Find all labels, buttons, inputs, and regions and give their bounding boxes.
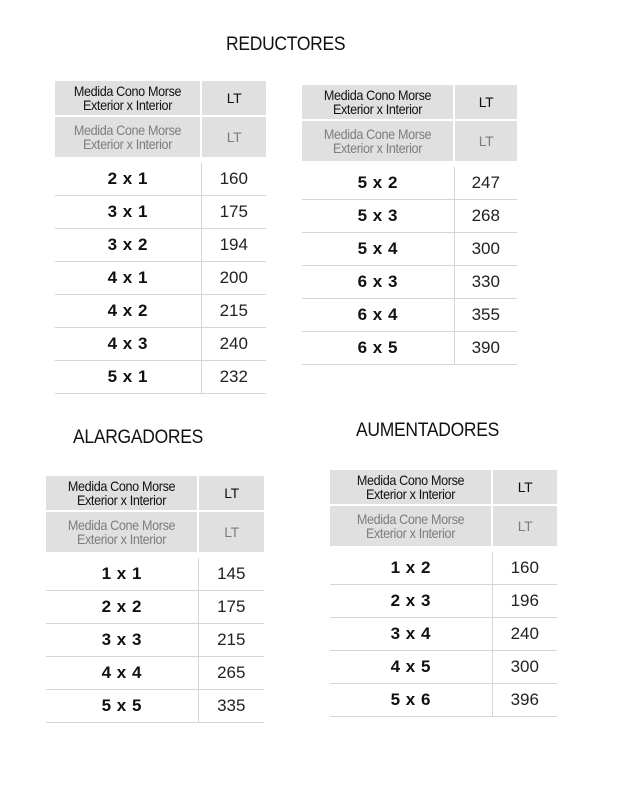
table-row	[302, 200, 517, 233]
table-row	[302, 164, 517, 200]
size-cell: 3 x 3	[46, 624, 198, 657]
table-row	[55, 361, 266, 394]
section-title-aumentadores: AUMENTADORES	[356, 420, 500, 441]
lt-cell: 194	[201, 229, 266, 262]
table-row	[55, 160, 266, 196]
lt-cell: 247	[454, 164, 517, 200]
size-cell: 3 x 1	[55, 196, 201, 229]
header-lt: LT	[492, 470, 557, 505]
lt-cell: 300	[454, 233, 517, 266]
lt-cell: 160	[492, 549, 557, 585]
reductores-table-1	[55, 81, 266, 394]
lt-cell: 268	[454, 200, 517, 233]
header-measure-secondary: Medida Cone Morse Exterior x Interior	[46, 511, 198, 555]
size-cell: 5 x 2	[302, 164, 454, 200]
table-row	[330, 549, 557, 585]
alargadores-table	[46, 476, 264, 723]
header-lt-secondary: LT	[492, 505, 557, 549]
size-cell: 4 x 2	[55, 295, 201, 328]
table-row	[46, 690, 264, 723]
table-row	[55, 262, 266, 295]
lt-cell: 330	[454, 266, 517, 299]
size-cell: 6 x 5	[302, 332, 454, 365]
size-cell: 2 x 1	[55, 160, 201, 196]
table-row	[330, 684, 557, 717]
size-cell: 2 x 2	[46, 591, 198, 624]
header-measure-secondary: Medida Cone Morse Exterior x Interior	[55, 116, 201, 160]
lt-cell: 240	[492, 618, 557, 651]
table-row	[55, 196, 266, 229]
size-cell: 4 x 3	[55, 328, 201, 361]
header-lt: LT	[201, 81, 266, 116]
size-cell: 4 x 5	[330, 651, 492, 684]
lt-cell: 240	[201, 328, 266, 361]
size-cell: 6 x 4	[302, 299, 454, 332]
header-measure: Medida Cono Morse Exterior x Interior	[330, 470, 492, 505]
lt-cell: 232	[201, 361, 266, 394]
size-cell: 1 x 1	[46, 555, 198, 591]
size-cell: 4 x 1	[55, 262, 201, 295]
table-row	[46, 657, 264, 690]
table-row	[46, 555, 264, 591]
size-cell: 2 x 3	[330, 585, 492, 618]
size-cell: 4 x 4	[46, 657, 198, 690]
table-row	[55, 229, 266, 262]
lt-cell: 215	[198, 624, 264, 657]
lt-cell: 175	[198, 591, 264, 624]
size-cell: 6 x 3	[302, 266, 454, 299]
lt-cell: 196	[492, 585, 557, 618]
size-cell: 3 x 4	[330, 618, 492, 651]
header-lt: LT	[198, 476, 264, 511]
table-row	[330, 618, 557, 651]
table-row	[302, 299, 517, 332]
aumentadores-table	[330, 470, 557, 717]
section-title-alargadores: ALARGADORES	[73, 427, 204, 448]
table-row	[46, 591, 264, 624]
size-cell: 5 x 1	[55, 361, 201, 394]
lt-cell: 396	[492, 684, 557, 717]
table-row	[55, 295, 266, 328]
lt-cell: 145	[198, 555, 264, 591]
size-cell: 5 x 5	[46, 690, 198, 723]
header-lt-secondary: LT	[201, 116, 266, 160]
header-lt: LT	[454, 85, 517, 120]
table-row	[302, 233, 517, 266]
header-measure: Medida Cono Morse Exterior x Interior	[302, 85, 454, 120]
lt-cell: 300	[492, 651, 557, 684]
table-row	[330, 651, 557, 684]
lt-cell: 265	[198, 657, 264, 690]
lt-cell: 160	[201, 160, 266, 196]
table-row	[302, 332, 517, 365]
table-row	[302, 266, 517, 299]
table-row	[330, 585, 557, 618]
header-measure-secondary: Medida Cone Morse Exterior x Interior	[302, 120, 454, 164]
header-measure: Medida Cono Morse Exterior x Interior	[55, 81, 201, 116]
header-lt-secondary: LT	[454, 120, 517, 164]
table-row	[46, 624, 264, 657]
header-measure: Medida Cono Morse Exterior x Interior	[46, 476, 198, 511]
header-lt-secondary: LT	[198, 511, 264, 555]
lt-cell: 355	[454, 299, 517, 332]
size-cell: 5 x 6	[330, 684, 492, 717]
section-title-reductores: REDUCTORES	[226, 34, 346, 55]
lt-cell: 390	[454, 332, 517, 365]
header-measure-secondary: Medida Cone Morse Exterior x Interior	[330, 505, 492, 549]
lt-cell: 335	[198, 690, 264, 723]
reductores-table-2	[302, 85, 517, 365]
size-cell: 5 x 3	[302, 200, 454, 233]
size-cell: 1 x 2	[330, 549, 492, 585]
lt-cell: 175	[201, 196, 266, 229]
lt-cell: 215	[201, 295, 266, 328]
size-cell: 5 x 4	[302, 233, 454, 266]
table-row	[55, 328, 266, 361]
size-cell: 3 x 2	[55, 229, 201, 262]
lt-cell: 200	[201, 262, 266, 295]
